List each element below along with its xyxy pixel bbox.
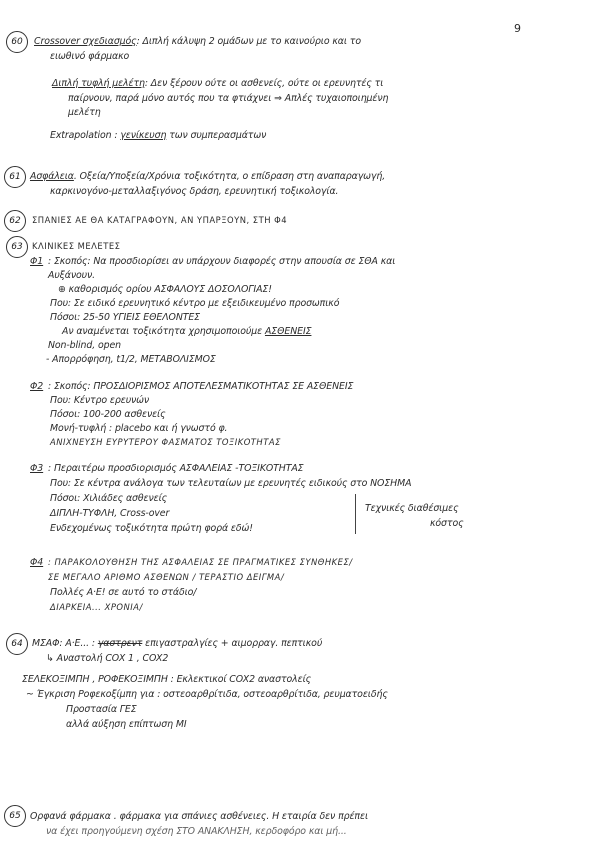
section-61-line2: καρκινογόνο-μεταλλαξιγόνος δράση, ερευνητική τοξικολογία.: [50, 186, 339, 197]
section-number-64: 64: [6, 633, 28, 655]
double-blind-line2: παίρνουν, παρά μόνο αυτός που τα φτιάχνει ⇒ Απλές τυχαιοποιημένη: [68, 93, 389, 104]
section-65-line1: Ορφανά φάρμακα . φάρμακα για σπάνιες ασθένειες. Η εταιρία δεν πρέπει: [30, 811, 369, 822]
phase2-line5: ΑΝΙΧΝΕΥΣΗ ΕΥΡΥΤΕΡΟΥ ΦΑΣΜΑΤΟΣ ΤΟΞΙΚΟΤΗΤΑΣ: [50, 437, 281, 447]
crossover-title: Crossover σχεδιασμός: [34, 36, 137, 47]
phase1-line6-word: ΑΣΘΕΝΕΙΣ: [264, 326, 312, 337]
crossover-text: : Διπλή κάλυψη 2 ομάδων με το καινούριο και το: [136, 36, 361, 47]
extrapolation-word: γενίκευση: [120, 130, 167, 141]
phase3-line1: : Περαιτέρω προσδιορισμός ΑΣΦΑΛΕΙΑΣ -ΤΟΞΙΚΟΤΗΤΑΣ: [48, 463, 304, 474]
section-60-line2: ειωθινό φάρμακο: [50, 51, 130, 62]
extrapolation-line: [50, 130, 266, 141]
phase1-line5: Πόσοι: 25-50 ΥΓΙΕΙΣ ΕΘΕΛΟΝΤΕΣ: [50, 312, 201, 323]
phase1-line7: Non-blind, open: [48, 340, 121, 351]
section-65-line2: να έχει προηγούμενη σχέση ΣΤΟ ΑΝΑΚΛΗΣΗ, κερδοφόρο και μή...: [46, 826, 347, 837]
phase4-line1: : ΠΑΡΑΚΟΛΟΥΘΗΣΗ ΤΗΣ ΑΣΦΑΛΕΙΑΣ ΣΕ ΠΡΑΓΜΑΤΙΚΕΣ ΣΥΝΘΗΚΕΣ/: [48, 557, 353, 567]
phase4-line4: ΔΙΑΡΚΕΙΑ... ΧΡΟΝΙΑ/: [50, 602, 143, 612]
extrapolation-label: Extrapolation :: [50, 130, 118, 141]
section-number-61: 61: [4, 166, 26, 188]
phase1-line2: Αυξάνουν.: [48, 270, 95, 281]
phase4-line2: ΣΕ ΜΕΓΑΛΟ ΑΡΙΘΜΟ ΑΣΘΕΝΩΝ / ΤΕΡΑΣΤΙΟ ΔΕΙΓΜΑ/: [48, 572, 285, 582]
phase3-divider: [355, 494, 356, 534]
section-64-line6: αλλά αύξηση επίπτωση ΜΙ: [66, 719, 187, 730]
phase3-line2: Που: Σε κέντρα ανάλογα των τελευταίων με ερευνητές ειδικούς στο ΝΟΣΗΜΑ: [50, 478, 412, 489]
section-61-line1: [30, 171, 385, 182]
phase2-line1: : Σκοπός: ΠΡΟΣΔΙΟΡΙΣΜΟΣ ΑΠΟΤΕΛΕΣΜΑΤΙΚΟΤΗΤΑΣ ΣΕ ΑΣΘΕΝΕΙΣ: [48, 381, 354, 392]
double-blind-line1: [52, 78, 383, 89]
phase3-side-line1: Τεχνικές διαθέσιμες: [365, 503, 459, 514]
double-blind-line3: μελέτη: [68, 107, 101, 118]
phase3-line3: Πόσοι: Χιλιάδες ασθενείς: [50, 493, 168, 504]
phase1-label: Φ1: [30, 256, 44, 267]
double-blind-title: Διπλή τυφλή μελέτη: [52, 78, 145, 89]
section-number-65: 65: [4, 805, 26, 827]
phase3-label: Φ3: [30, 463, 44, 474]
phase2-label: Φ2: [30, 381, 44, 392]
section-number-62: 62: [4, 210, 26, 232]
section-number-60: 60: [6, 31, 28, 53]
page-number: 9: [514, 22, 521, 35]
phase2-line4: Μονή-τυφλή : placebo και ή γνωστό φ.: [50, 423, 228, 434]
section-64-line2: ↳ Αναστολή COX 1 , COX2: [46, 653, 169, 664]
phase1-line6-text: Αν αναμένεται τοξικότητα χρησιμοποιούμε: [62, 326, 263, 337]
section-64-line4: ~ Έγκριση Ροφεκοξίμπη για : οστεοαρθρίτιδα, οστεοαρθρίτιδα, ρευματοειδής: [26, 689, 388, 700]
safety-text: . Οξεία/Υποξεία/Χρόνια τοξικότητα, ο επίδραση στη αναπαραγωγή,: [73, 171, 386, 182]
phase1-line4: Που: Σε ειδικό ερευνητικό κέντρο με εξειδικευμένο προσωπικό: [50, 298, 340, 309]
phase3-line4: ΔΙΠΛΗ-ΤΥΦΛΗ, Cross-over: [50, 508, 170, 519]
phase2-line3: Πόσοι: 100-200 ασθενείς: [50, 409, 166, 420]
clinical-trials-title: ΚΛΙΝΙΚΕΣ ΜΕΛΕΤΕΣ: [32, 241, 121, 251]
section-64-line3: ΣΕΛΕΚΟΞΙΜΠΗ , ΡΟΦΕΚΟΞΙΜΠΗ : Εκλεκτικοί COX2 αναστολείς: [22, 674, 312, 685]
section-64-line5: Προστασία ΓΕΣ: [66, 704, 137, 715]
safety-title: Ασφάλεια: [30, 171, 74, 182]
section-60-line1: [34, 36, 361, 47]
nsaid-strike: γαστρεντ: [97, 638, 143, 649]
phase3-line5: Ενδεχομένως τοξικότητα πρώτη φορά εδώ!: [50, 523, 253, 534]
phase1-line3: ⊕ καθορισμός ορίου ΑΣΦΑΛΟΥΣ ΔΟΣΟΛΟΓΙΑΣ!: [58, 284, 272, 295]
nsaid-label: ΜΣΑΦ: Α·Ε... :: [32, 638, 95, 649]
nsaid-effects: επιγαστραλγίες + αιμορραγ. πεπτικού: [145, 638, 323, 649]
phase4-line3: Πολλές Α·Ε! σε αυτό το στάδιο/: [50, 587, 197, 598]
phase1-line6: [62, 326, 311, 337]
extrapolation-rest: των συμπερασμάτων: [169, 130, 267, 141]
phase1-line1: : Σκοπός: Να προσδιορίσει αν υπάρχουν διαφορές στην απουσία σε ΣΘΑ και: [48, 256, 396, 267]
phase2-line2: Που: Κέντρο ερευνών: [50, 395, 150, 406]
section-number-63: 63: [6, 236, 28, 258]
section-64-line1: [32, 638, 322, 649]
phase1-line8: - Απορρόφηση, t1/2, ΜΕΤΑΒΟΛΙΣΜΟΣ: [46, 354, 216, 365]
double-blind-text: : Δεν ξέρουν ούτε οι ασθενείς, ούτε οι ερευνητές τι: [144, 78, 384, 89]
phase4-label: Φ4: [30, 557, 44, 568]
phase3-side-line2: κόστος: [430, 518, 464, 529]
section-62-text: ΣΠΑΝΙΕΣ ΑΕ ΘΑ ΚΑΤΑΓΡΑΦΟΥΝ, ΑΝ ΥΠΑΡΞΟΥΝ, ΣΤΗ Φ4: [32, 215, 288, 225]
